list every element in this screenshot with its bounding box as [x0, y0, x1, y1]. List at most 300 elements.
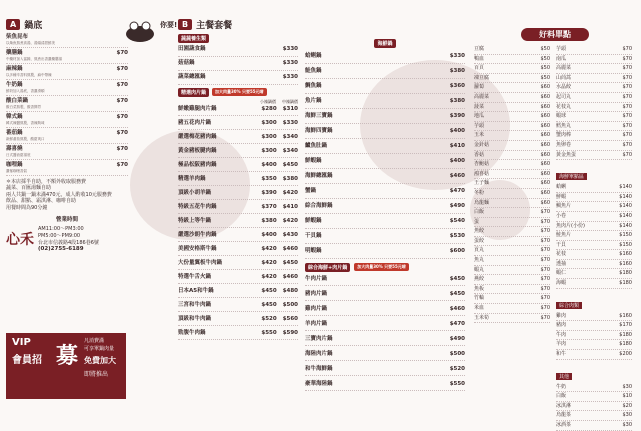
main-dish-name: 頂級小胡羊鍋: [178, 189, 212, 196]
add-on-item-price: $70: [540, 285, 550, 292]
promo-sub4: 即將推出: [84, 371, 109, 378]
main-dish-price-medium: $460: [282, 273, 298, 280]
add-on-item: [474, 122, 550, 132]
main-dish-price-small: $450: [261, 301, 277, 308]
add-on-item-price: $70: [622, 46, 632, 52]
main-dish-price-medium: $420: [282, 189, 298, 196]
combo-pot-item-price: $450: [449, 290, 465, 297]
main-dish-name: 美國安格斯牛鍋: [178, 245, 217, 252]
add-on-item-name: 蛋餃: [474, 237, 485, 244]
add-on-item-price: $70: [540, 314, 550, 321]
main-dish-item: [178, 133, 298, 145]
main-dish-price-small: $300: [261, 133, 277, 140]
main-dish-item: [178, 119, 298, 131]
add-on-item-name: 豆腐: [474, 46, 485, 52]
add-on-item-name: 杏鮑菇: [474, 161, 490, 168]
seafood-pot-item-price: $380: [449, 98, 465, 104]
seafood-add-on-item-price: $150: [619, 232, 632, 239]
add-on-item: [474, 256, 550, 266]
seafood-add-on-item-name: 鯛魚片: [556, 203, 572, 210]
combo-pot-item-price: $500: [449, 350, 465, 357]
policy-note: 兩人共鍋一鍋未滿470元，成人酌收10元服務費: [6, 191, 112, 198]
combo-pot-item-price: $460: [449, 305, 465, 312]
main-dish-name: 特級上等牛鍋: [178, 217, 212, 224]
seafood-pot-item: [305, 201, 465, 214]
combo-pot-item-name: 雞肉片鍋: [305, 305, 328, 312]
combo-pot-item: [305, 304, 465, 317]
seafood-pot-item-name: 鯛魚鍋: [305, 83, 322, 89]
add-on-item-price: $70: [540, 295, 550, 302]
soup-base-price: $70: [116, 146, 128, 152]
add-on-item: [556, 83, 632, 93]
seafood-pot-item-name: 魚片鍋: [305, 98, 322, 104]
other-item: [556, 421, 632, 431]
section-a-header: [6, 18, 128, 31]
combo-pot-item: [305, 364, 465, 377]
add-on-item: [556, 103, 632, 113]
main-dish-item: [178, 245, 298, 257]
soup-base-name: 麻辣鍋: [6, 66, 23, 72]
seafood-pot-item-name: 綜合海鮮鍋: [305, 203, 333, 209]
combo-meat-item: [556, 331, 632, 341]
seafood-pot-item-price: $470: [449, 188, 465, 194]
policy-note: 蔬菜、百匯湯麵自助: [6, 185, 52, 191]
seafood-pot-item: [305, 141, 465, 154]
add-on-item-price: $50: [540, 55, 550, 62]
promo-sub3: 免費加大: [84, 356, 116, 365]
add-on-item-price: $50: [540, 46, 550, 52]
section-b-header: [178, 18, 298, 31]
other-item: [556, 402, 632, 412]
main-dish-price-medium: $450: [282, 259, 298, 266]
combo-pot-item-price: $550: [449, 380, 465, 387]
seafood-pot-item: [305, 231, 465, 244]
add-on-item-price: $60: [540, 84, 550, 91]
section-a-tag: A: [6, 19, 20, 30]
combo-pot-item: [305, 349, 465, 362]
soup-base-desc: 中藥材加入當歸，熬煮出香濃藥膳湯: [6, 57, 62, 61]
seafood-add-on-item-price: $140: [619, 203, 632, 210]
seafood-add-on-item: [556, 183, 632, 193]
add-on-item-price: $60: [540, 103, 550, 110]
soup-base-desc: 鮮奶加入湯底，香濃滑順: [6, 89, 45, 93]
add-on-item: [474, 55, 550, 65]
combo-meat-item: [556, 312, 632, 322]
seafood-pot-item-price: $400: [449, 128, 465, 134]
combo-meat-item-price: $170: [619, 322, 632, 329]
seafood-add-on-item: [556, 193, 632, 203]
seafood-addons-banner: 海鮮單點區: [556, 173, 587, 180]
seafood-add-on-item-price: $180: [619, 280, 632, 287]
add-on-item-name: 冬粉: [474, 189, 485, 196]
section-b-title: 主餐套餐: [196, 21, 233, 31]
add-on-item-name: 芋頭: [474, 122, 485, 129]
add-on-item-name: 黃金魚蛋: [556, 151, 577, 158]
add-on-item: [474, 103, 550, 113]
member-text: 會員招: [12, 355, 42, 366]
seafood-pot-item-name: 明蝦鍋: [305, 248, 322, 254]
main-dish-item: [178, 259, 298, 271]
add-on-item-name: 地瓜: [474, 113, 485, 120]
add-on-item: [556, 74, 632, 84]
main-dish-item: [178, 231, 298, 243]
add-on-item-name: 水晶餃: [556, 84, 572, 91]
add-on-item-price: $70: [622, 113, 632, 120]
add-on-item-price: $70: [540, 209, 550, 216]
add-on-item-name: 百頁: [474, 65, 485, 72]
add-on-item-price: $70: [622, 151, 632, 158]
seafood-pot-item: [305, 51, 465, 64]
promo-sub2: 可享單鍋肉量: [84, 346, 115, 352]
seafood-pot-item: [305, 216, 465, 229]
combo-pot-item-name: 海陸肉片鍋: [305, 350, 333, 357]
soup-base-desc: 酸白菜熬製，酸香開胃: [6, 105, 41, 109]
add-on-item: [474, 112, 550, 122]
other-item-price: $30: [622, 383, 632, 390]
soup-base-name: 酸白菜鍋: [6, 98, 29, 104]
seafood-pot-item-price: $330: [449, 53, 465, 59]
main-dish-price-small: $550: [261, 329, 277, 336]
seafood-add-on-item: [556, 279, 632, 289]
soup-base-desc: 新鮮番茄熬製，酸甜爽口: [6, 137, 45, 141]
main-dish-name: 黃金豬板腱肉鍋: [178, 147, 217, 154]
combo-pot-item-name: 豬肉片鍋: [305, 290, 328, 297]
seafood-add-on-item: [556, 222, 632, 232]
combo-meat-item-price: $160: [619, 312, 632, 319]
add-on-item: [556, 45, 632, 55]
add-on-item-price: $60: [540, 132, 550, 139]
main-dish-name: 鮮嫩雞腿肉片鍋: [178, 105, 217, 112]
seafood-pot-item: [305, 156, 465, 169]
main-dish-price-small: $400: [261, 231, 277, 238]
combo-meat-item-name: 和牛: [556, 351, 567, 358]
add-on-item-price: $60: [540, 170, 550, 177]
main-dish-price-medium: $590: [282, 329, 298, 336]
seafood-add-on-item: [556, 269, 632, 279]
add-on-item-name: 菠菜: [474, 103, 485, 110]
main-dish-price-small: $420: [261, 273, 277, 280]
add-on-item-name: 魚卵卷: [556, 141, 572, 148]
add-on-item: [474, 218, 550, 228]
other-item-name: 牛奶: [556, 383, 567, 390]
add-on-item: [474, 93, 550, 103]
add-on-item: [474, 227, 550, 237]
combo-meat-item-price: $180: [619, 341, 632, 348]
hours-label: 營業時間: [55, 217, 78, 223]
section-b-tag: B: [178, 19, 192, 30]
main-dish-name: 極品松阪豬肉鍋: [178, 161, 217, 168]
add-on-item-name: 魚丸: [474, 257, 485, 264]
main-dish-price-small: $520: [261, 315, 277, 322]
add-on-item-name: 蛋: [474, 218, 480, 225]
main-dish-item: [178, 105, 298, 117]
other-item-price: $10: [622, 393, 632, 400]
seafood-pot-item-name: 鱸魚肚鍋: [305, 143, 328, 149]
add-on-item-price: $60: [540, 189, 550, 196]
seafood-add-on-item: [556, 231, 632, 241]
price-col-header: 小辣鍋價: [260, 98, 276, 104]
soup-base-price: $70: [116, 98, 128, 104]
add-on-item-name: 竹輪: [474, 295, 485, 302]
add-on-item-name: 貢丸: [474, 247, 485, 254]
main-dish-price-small: $280: [261, 105, 277, 112]
seafood-add-on-item-price: $160: [619, 251, 632, 258]
seafood-pot-item-name: 鮮蝦鍋: [305, 158, 322, 164]
combo-badge: 加大肉量30% 只要55元唷: [354, 263, 409, 271]
add-ons-title: 好料單點: [521, 28, 589, 41]
add-on-item-name: 米血: [474, 305, 485, 312]
main-dish-name: 菇菇鍋: [178, 60, 195, 66]
other-item-name: 冰酒茶: [556, 422, 572, 428]
seafood-pot-item-name: 鮮蝦鍋: [305, 218, 322, 224]
seafood-pot-item: [305, 66, 465, 79]
seafood-pot-item: [305, 126, 465, 139]
seafood-pot-item: [305, 186, 465, 199]
add-on-item: [474, 64, 550, 74]
seafood-pot-item-name: 海鮮三寶鍋: [305, 113, 333, 119]
main-dish-price-medium: $420: [282, 217, 298, 224]
add-on-item-price: $70: [622, 122, 632, 129]
add-on-item: [474, 151, 550, 161]
add-on-item: [474, 294, 550, 304]
add-on-item-name: 白飯: [474, 209, 485, 216]
add-on-item: [474, 45, 550, 55]
add-on-item-price: $50: [540, 65, 550, 72]
seafood-pot-item-price: $390: [449, 113, 465, 119]
main-dish-name: 勁腹牛肉鍋: [178, 329, 206, 336]
add-on-item: [474, 141, 550, 151]
add-on-item-name: 高麗菜: [474, 93, 490, 100]
promo-sub1: 凡消費滿: [84, 338, 105, 344]
add-on-item: [474, 189, 550, 199]
add-on-item-name: 南瓜: [556, 55, 567, 62]
seafood-pot-item-price: $530: [449, 233, 465, 239]
main-dish-item: [178, 301, 298, 313]
add-on-item: [474, 179, 550, 189]
combo-pot-item: [305, 289, 465, 302]
seafood-pot-item: [305, 81, 465, 94]
combo-pot-item-name: 和牛海鮮鍋: [305, 365, 333, 372]
other-item-price: $30: [622, 422, 632, 428]
other-banner: 其他: [556, 373, 572, 380]
soup-base-name: 咖哩鍋: [6, 162, 23, 168]
combo-pot-item-name: 牛肉片鍋: [305, 275, 328, 282]
main-dish-price-small: $300: [261, 119, 277, 126]
add-on-item-price: $70: [622, 93, 632, 100]
seafood-add-on-item-name: 鮮蝦: [556, 193, 567, 200]
section-c-seafood: [305, 30, 465, 394]
add-on-item-price: $60: [540, 113, 550, 120]
add-on-item-price: $60: [540, 161, 550, 168]
add-on-item-price: $70: [540, 228, 550, 235]
add-on-item-name: 燕餃: [474, 276, 485, 283]
add-on-item: [474, 314, 550, 324]
add-on-item-name: 金針菇: [474, 141, 490, 148]
seafood-pot-item-name: 海鮮總匯鍋: [305, 173, 333, 179]
seafood-pot-item-name: 蛤蜊鍋: [305, 53, 322, 59]
main-dish-price-small: $420: [261, 245, 277, 252]
combo-pot-item: [305, 274, 465, 287]
add-on-item-price: $70: [540, 305, 550, 312]
main-dish-price-small: $300: [261, 147, 277, 154]
seafood-add-on-item-name: 花枝: [556, 251, 567, 258]
seafood-pot-item-name: 海鮮四寶鍋: [305, 128, 333, 134]
soup-base-item: [6, 146, 128, 160]
main-dish-price-small: $390: [261, 189, 277, 196]
add-on-item-name: 王子麵: [474, 180, 490, 187]
main-dish-name: 特選牛舌火鍋: [178, 273, 212, 280]
combo-meat-item-name: 牛肉: [556, 331, 567, 338]
seafood-pot-item-price: $540: [449, 218, 465, 224]
combo-pot-item-price: $470: [449, 320, 465, 327]
add-on-item-price: $60: [540, 93, 550, 100]
add-on-item: [556, 55, 632, 65]
combo-pot-item: [305, 334, 465, 347]
main-dish-price-medium: $340: [282, 147, 298, 154]
add-on-item: [474, 237, 550, 247]
add-on-item: [556, 141, 632, 151]
soup-base-item: [6, 130, 128, 144]
policy-note: 飲品、甜點、霜淇淋、咖啡自助: [6, 198, 77, 204]
soup-base-name: 柴魚昆布: [6, 34, 29, 40]
add-on-item-price: $70: [622, 74, 632, 81]
add-on-item-name: 蝦球: [556, 113, 567, 120]
seafood-add-on-item-price: $150: [619, 241, 632, 248]
seafood-add-on-item-price: $160: [619, 260, 632, 267]
soup-base-price: $70: [116, 82, 128, 88]
hours-text: AM11:00～PM3:00 PM5:00～PM9:00: [38, 226, 84, 239]
combo-meat-item: [556, 340, 632, 350]
add-on-item: [474, 74, 550, 84]
seafood-add-on-item-price: $140: [619, 193, 632, 200]
add-on-item-name: 魚板: [474, 285, 485, 292]
seafood-add-on-item: [556, 241, 632, 251]
main-dish-name: 蔬菜總匯鍋: [178, 74, 206, 80]
seafood-add-on-item-price: $140: [619, 212, 632, 219]
soup-base-price: $70: [116, 130, 128, 136]
main-dish-price-medium: $310: [282, 105, 298, 112]
main-dish-name: 嚴選梅花豬肉鍋: [178, 133, 217, 140]
soup-base-desc: 韓式辣醬熬製，香辣夠味: [6, 121, 45, 125]
section-a-title: 鍋底: [24, 21, 43, 31]
seafood-add-on-item-name: 蝦仁: [556, 270, 567, 277]
other-item-price: $20: [622, 402, 632, 409]
seafood-add-on-item-name: 小卷: [556, 212, 567, 219]
add-on-item: [556, 112, 632, 122]
main-dish-price-small: $370: [261, 203, 277, 210]
seafood-pot-item-name: 蟹鍋: [305, 188, 317, 194]
combo-meat-item-name: 雞肉: [556, 312, 567, 319]
add-on-item-name: 蝦丸: [474, 266, 485, 273]
other-item: [556, 383, 632, 393]
add-on-item-price: $70: [540, 266, 550, 273]
address-text: 台北市信義路4段186巷6號: [38, 240, 99, 246]
seafood-add-on-item-price: $140: [619, 222, 632, 229]
seafood-pot-item-price: $400: [449, 158, 465, 164]
add-on-item-price: $60: [540, 122, 550, 129]
add-on-item: [474, 285, 550, 295]
soup-base-desc: 以柴魚熬煮高湯，湯頭清甜鮮美: [6, 41, 55, 45]
main-dish-price-medium: $500: [282, 301, 298, 308]
main-dish-item: [178, 73, 298, 85]
main-dish-price-small: $380: [261, 217, 277, 224]
add-on-item-name: 蟹肉棒: [556, 132, 572, 139]
seafood-add-on-item-price: $180: [619, 270, 632, 277]
add-on-item-price: $70: [540, 257, 550, 264]
main-dish-item: [178, 161, 298, 173]
main-dish-price-medium: $410: [282, 203, 298, 210]
combo-pot-item: [305, 379, 465, 392]
soup-base-item: [6, 66, 128, 80]
soup-base-item: [6, 98, 128, 112]
seafood-pot-item-price: $410: [449, 143, 465, 149]
add-on-item-price: $50: [540, 74, 550, 81]
add-on-item-price: $70: [540, 218, 550, 225]
section-b-main-set: [178, 18, 298, 343]
main-dish-item: [178, 217, 298, 229]
add-on-item: [474, 170, 550, 180]
main-dish-name: 頂級和牛肉鍋: [178, 315, 212, 322]
add-on-item-name: 山茼蒿: [556, 74, 572, 81]
soup-base-name: 藥膳鍋: [6, 50, 23, 56]
main-dish-item: [178, 273, 298, 285]
brand-logo: 心禾: [6, 231, 34, 248]
add-on-item-name: 芋頭: [556, 46, 567, 52]
soup-base-price: $70: [116, 66, 128, 72]
soup-base-name: 牛奶鍋: [6, 82, 23, 88]
main-dish-price-medium: $480: [282, 287, 298, 294]
seafood-add-on-item: [556, 250, 632, 260]
add-on-item-price: $70: [622, 141, 632, 148]
main-dish-price-medium: $450: [282, 161, 298, 168]
main-dish-price: $330: [282, 46, 298, 52]
seafood-pot-item-price: $360: [449, 83, 465, 89]
combo-meat-item-price: $200: [619, 351, 632, 358]
combo-pot-item-price: $490: [449, 335, 465, 342]
add-on-item: [556, 64, 632, 74]
add-on-item-name: 蘿蔔: [474, 84, 485, 91]
soup-base-item: [6, 34, 128, 48]
soup-base-item: [6, 162, 128, 176]
soup-base-price: $70: [116, 50, 128, 56]
add-on-item: [474, 246, 550, 256]
other-item: [556, 392, 632, 402]
add-on-item-name: 高麗菜: [556, 65, 572, 72]
seafood-add-on-item-name: 海蝦: [556, 280, 567, 287]
main-dish-price-small: $350: [261, 175, 277, 182]
add-on-item-name: 鱈魚丸: [556, 122, 572, 129]
soup-base-name: 韓式鍋: [6, 114, 23, 120]
combo-pot-item-price: $450: [449, 275, 465, 282]
main-dish-item: [178, 329, 298, 341]
add-on-item-name: 凍豆腐: [474, 74, 490, 81]
soup-base-price: $70: [116, 114, 128, 120]
main-dish-price-medium: $380: [282, 175, 298, 182]
add-on-item-name: 鴨血: [474, 55, 485, 62]
add-on-item-name: 魚餃: [474, 228, 485, 235]
main-dish-name: 特級五花牛肉鍋: [178, 203, 217, 210]
other-item-name: 冰淇淋: [556, 402, 572, 409]
seafood-pot-item: [305, 96, 465, 109]
seafood-pot-item-name: 鮭魚鍋: [305, 68, 322, 74]
add-on-item: [556, 131, 632, 141]
phone-text: (02)2755-6189: [38, 246, 84, 252]
main-dish-name: 豬五花肉片鍋: [178, 119, 212, 126]
seafood-add-on-item-name: 魚肉片(小份): [556, 222, 585, 229]
soup-base-item: [6, 114, 128, 128]
seafood-banner: 海鮮鍋: [374, 39, 395, 48]
section-a-soup-base: [6, 18, 128, 252]
